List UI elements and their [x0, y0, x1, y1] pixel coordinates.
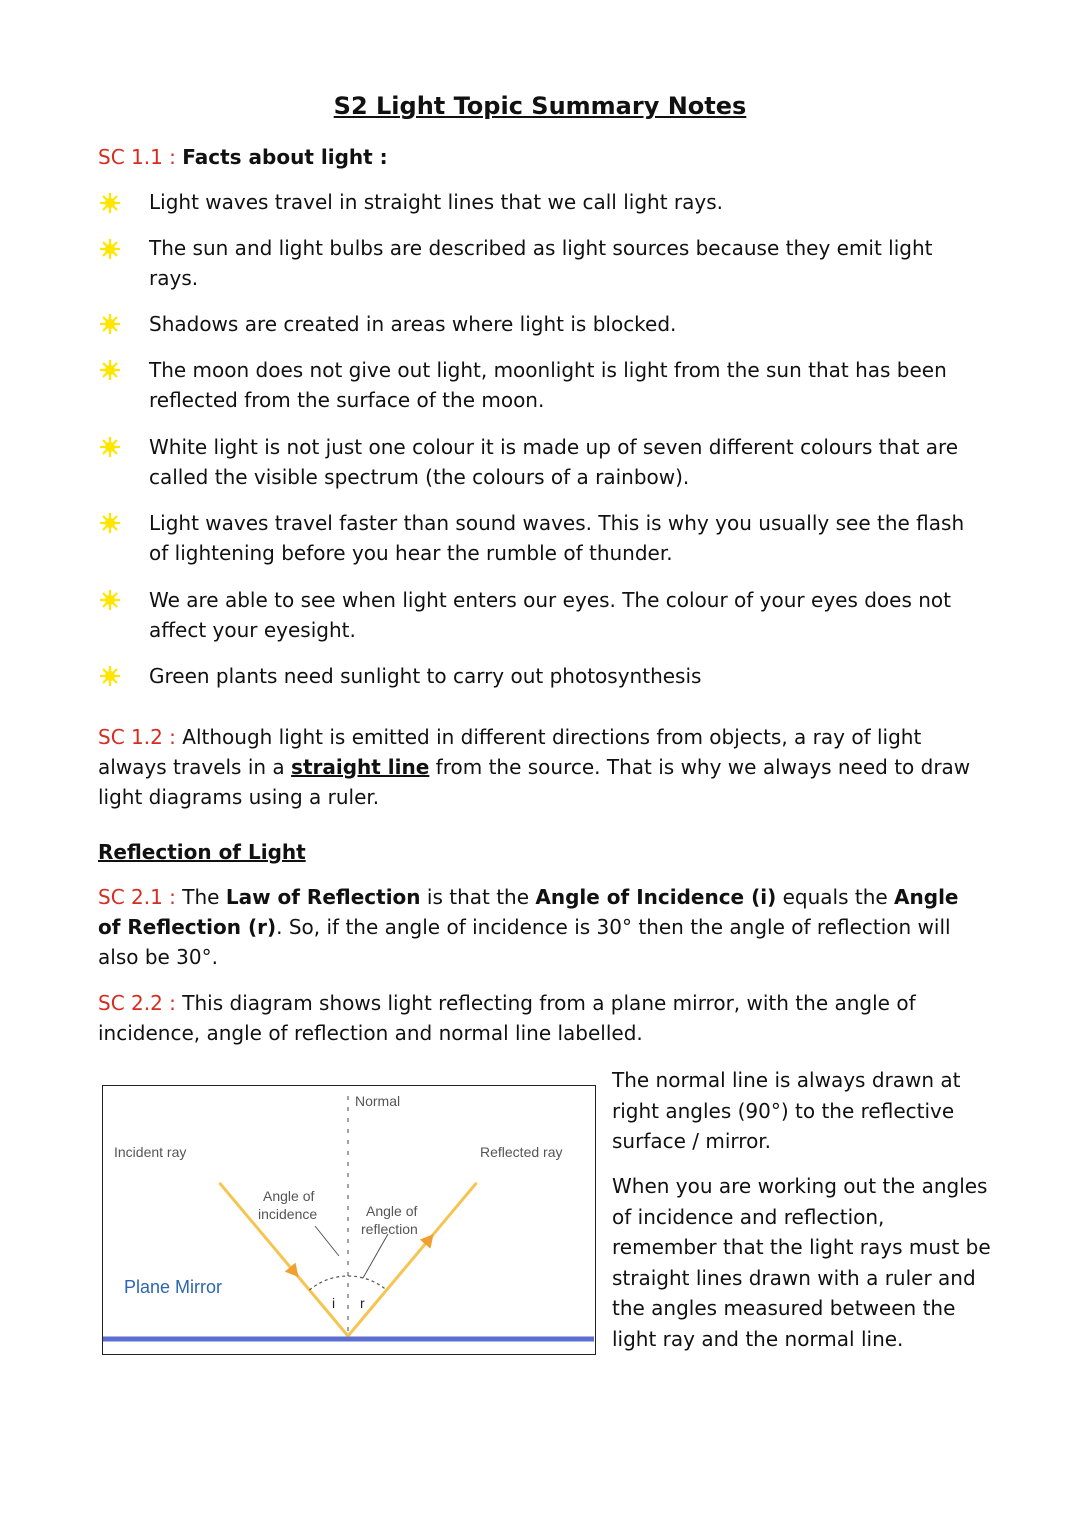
- reflected-ray-label: Reflected ray: [480, 1144, 563, 1160]
- angle-reflection-label: Angle of: [366, 1203, 418, 1219]
- sc22-code: SC 2.2 :: [98, 991, 176, 1015]
- sc22-text: This diagram shows light reflecting from a plane mirror, with the angle of incidence, angle of reflection and normal line labelled.: [98, 991, 916, 1045]
- fact-item: The moon does not give out light, moonlight is light from the sun that has been reflected from the surface of the moon.: [149, 358, 947, 412]
- i-label: i: [332, 1295, 336, 1311]
- sc12-paragraph: [98, 722, 983, 812]
- reflection-heading: Reflection of Light: [98, 840, 306, 864]
- sc11-heading: [98, 145, 388, 169]
- fact-item: The sun and light bulbs are described as light sources because they emit light rays.: [149, 236, 933, 290]
- working-out-note: When you are working out the angles of incidence and reflection, remember that the light rays must be straight lines drawn with a ruler and the angles measured between the light ray and the normal line.: [612, 1174, 991, 1351]
- sc12-code: SC 1.2 :: [98, 725, 176, 749]
- sun-bullet-icon: [100, 360, 120, 380]
- fact-item: Green plants need sunlight to carry out photosynthesis: [149, 664, 702, 688]
- sc11-title: Facts about light :: [182, 145, 388, 169]
- sun-bullet-icon: [100, 513, 120, 533]
- sc21-law: Law of Reflection: [225, 885, 421, 909]
- sc12-text-before: Although light is emitted in different directions from objects, a ray of light always travels in a: [98, 725, 922, 779]
- normal-line-note: The normal line is always drawn at right angles (90°) to the reflective surface / mirror.: [612, 1068, 961, 1153]
- normal-label: Normal: [355, 1093, 401, 1109]
- sun-bullet-icon: [100, 314, 120, 334]
- sc12-emphasis: straight line: [291, 755, 430, 779]
- reflection-diagram-svg: [103, 1086, 594, 1353]
- sc21-code: SC 2.1 :: [98, 885, 176, 909]
- sc21-text: The: [175, 885, 226, 909]
- fact-item: Shadows are created in areas where light is blocked.: [149, 312, 677, 336]
- angle-incidence-label: Angle of: [263, 1188, 315, 1204]
- sc22-paragraph: [98, 988, 983, 1048]
- sc21-text: equals the: [776, 885, 895, 909]
- fact-item: We are able to see when light enters our eyes. The colour of your eyes does not affect your eyesight.: [149, 588, 952, 642]
- reflection-diagram: [102, 1085, 596, 1355]
- sc21-text: . So, if the angle of incidence is 30° then the angle of reflection will also be 30°.: [98, 915, 951, 969]
- incidence-pointer: [315, 1226, 339, 1256]
- fact-item: Light waves travel faster than sound waves. This is why you usually see the flash of lightening before you hear the rumble of thunder.: [149, 511, 965, 565]
- sc21-incidence: Angle of Incidence (i): [535, 885, 777, 909]
- sun-bullet-icon: [100, 193, 120, 213]
- page-title: S2 Light Topic Summary Notes: [333, 92, 747, 120]
- reflection-pointer: [363, 1234, 388, 1278]
- angle-reflection-label: reflection: [361, 1221, 418, 1237]
- incident-ray-label: Incident ray: [114, 1144, 187, 1160]
- sun-bullet-icon: [100, 437, 120, 457]
- sc21-text: is that the: [420, 885, 536, 909]
- plane-mirror-label: Plane Mirror: [124, 1277, 223, 1297]
- fact-item: White light is not just one colour it is made up of seven different colours that are called the visible spectrum (the colours of a rainbow).: [149, 435, 959, 489]
- sc11-code: SC 1.1 :: [98, 145, 176, 169]
- sc21-reflection: Angle of Reflection (r): [98, 885, 959, 939]
- fact-item: Light waves travel in straight lines that we call light rays.: [149, 190, 723, 214]
- sc21-paragraph: [98, 882, 983, 972]
- sun-bullet-icon: [100, 239, 120, 259]
- angle-incidence-label: incidence: [258, 1206, 318, 1222]
- sun-bullet-icon: [100, 590, 120, 610]
- sun-bullet-icon: [100, 666, 120, 686]
- sc12-text-after: from the source. That is why we always need to draw light diagrams using a ruler.: [98, 755, 971, 809]
- r-label: r: [360, 1295, 365, 1311]
